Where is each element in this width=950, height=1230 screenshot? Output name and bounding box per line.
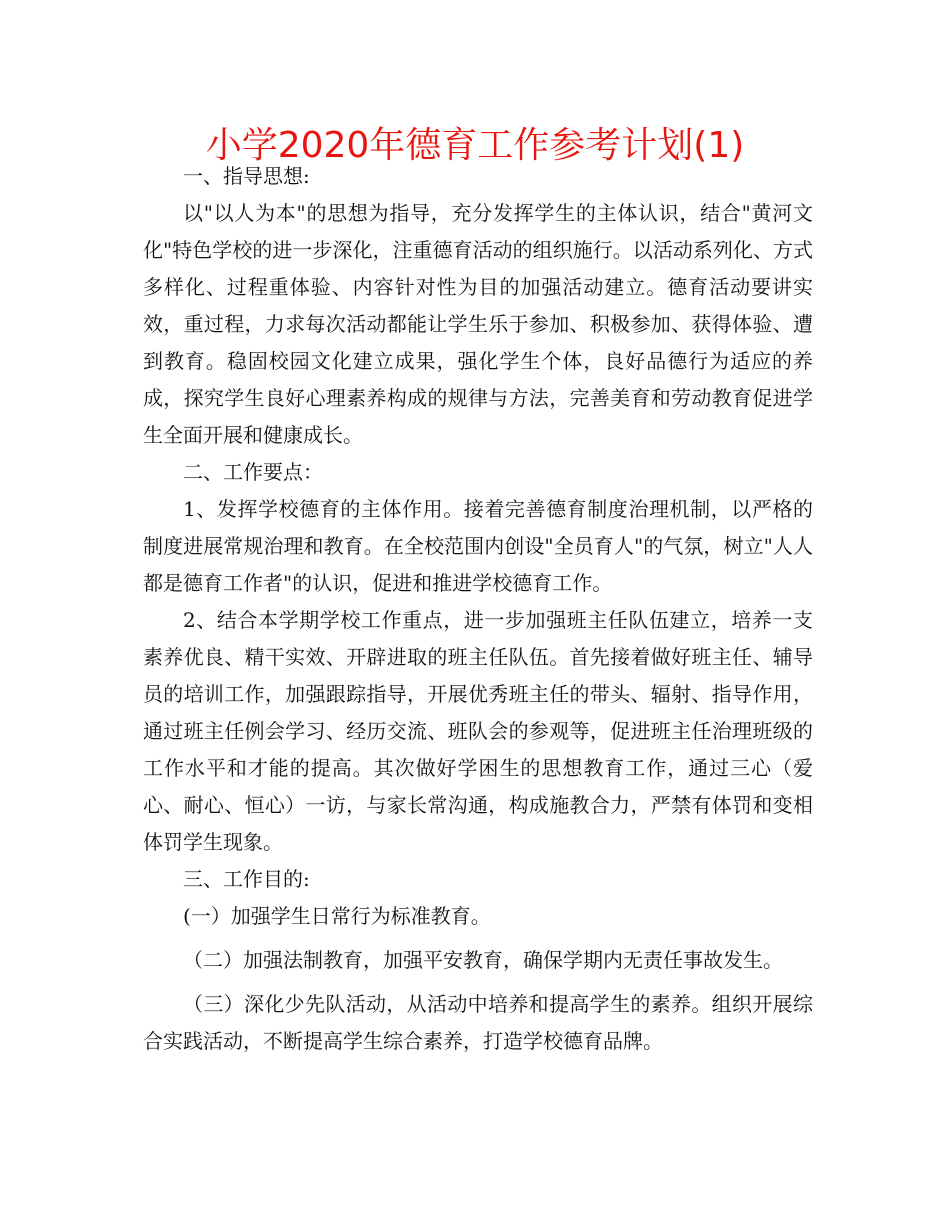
section-heading-work-points: 二、工作要点： — [183, 460, 323, 484]
section-heading-guiding-ideology: 一、指导思想: — [183, 164, 310, 188]
document-title: 小学2020年德育工作参考计划(1) — [205, 125, 745, 166]
section-heading-work-goals: 三、工作目的: — [183, 867, 310, 891]
paragraph-goal-2: （二）加强法制教育，加强平安教育，确保学期内无责任事故发生。 — [183, 948, 783, 972]
paragraph-work-point-2: 2、结合本学期学校工作重点，进一步加强班主任队伍建立，培养一支素养优良、精干实效、开辟进取的班主任队伍。首先接着做好班主任、辅导员的培训工作，加强跟踪指导，开展优秀班主任的带头、辐射、指导作用，通过班主任例会学习、经历交流、班队会的参观等，促进班主任治理班级的工作水平和才能的提高。其次做好学困生的思想教育工作，通过三心（爱心、耐心、恒心）一访，与家长常沟通，构成施教合力，严禁有体罚和变相体罚学生现象。 — [143, 608, 813, 854]
paragraph-work-point-1: 1、发挥学校德育的主体作用。接着完善德育制度治理机制，以严格的制度进展常规治理和教育。在全校范围内创设"全员育人"的气氛，树立"人人都是德育工作者"的认识，促进和推进学校德育工作。 — [143, 497, 813, 595]
paragraph-guiding-ideology: 以"以人为本"的思想为指导，充分发挥学生的主体认识，结合"黄河文化"特色学校的进一步深化，注重德育活动的组织施行。以活动系列化、方式多样化、过程重体验、内容针对性为目的加强活动建立。德育活动要讲实效，重过程，力求每次活动都能让学生乐于参加、积极参加、获得体验、遭到教育。稳固校园文化建立成果，强化学生个体，良好品德行为适应的养成，探究学生良好心理素养构成的规律与方法，完善美育和劳动教育促进学生全面开展和健康成长。 — [143, 201, 813, 447]
paragraph-goal-1: (一）加强学生日常行为标准教育。 — [183, 904, 491, 928]
document-body — [143, 158, 813, 1060]
paragraph-goal-3: （三）深化少先队活动，从活动中培养和提高学生的素养。组织开展综合实践活动，不断提高学生综合素养，打造学校德育品牌。 — [143, 992, 813, 1053]
